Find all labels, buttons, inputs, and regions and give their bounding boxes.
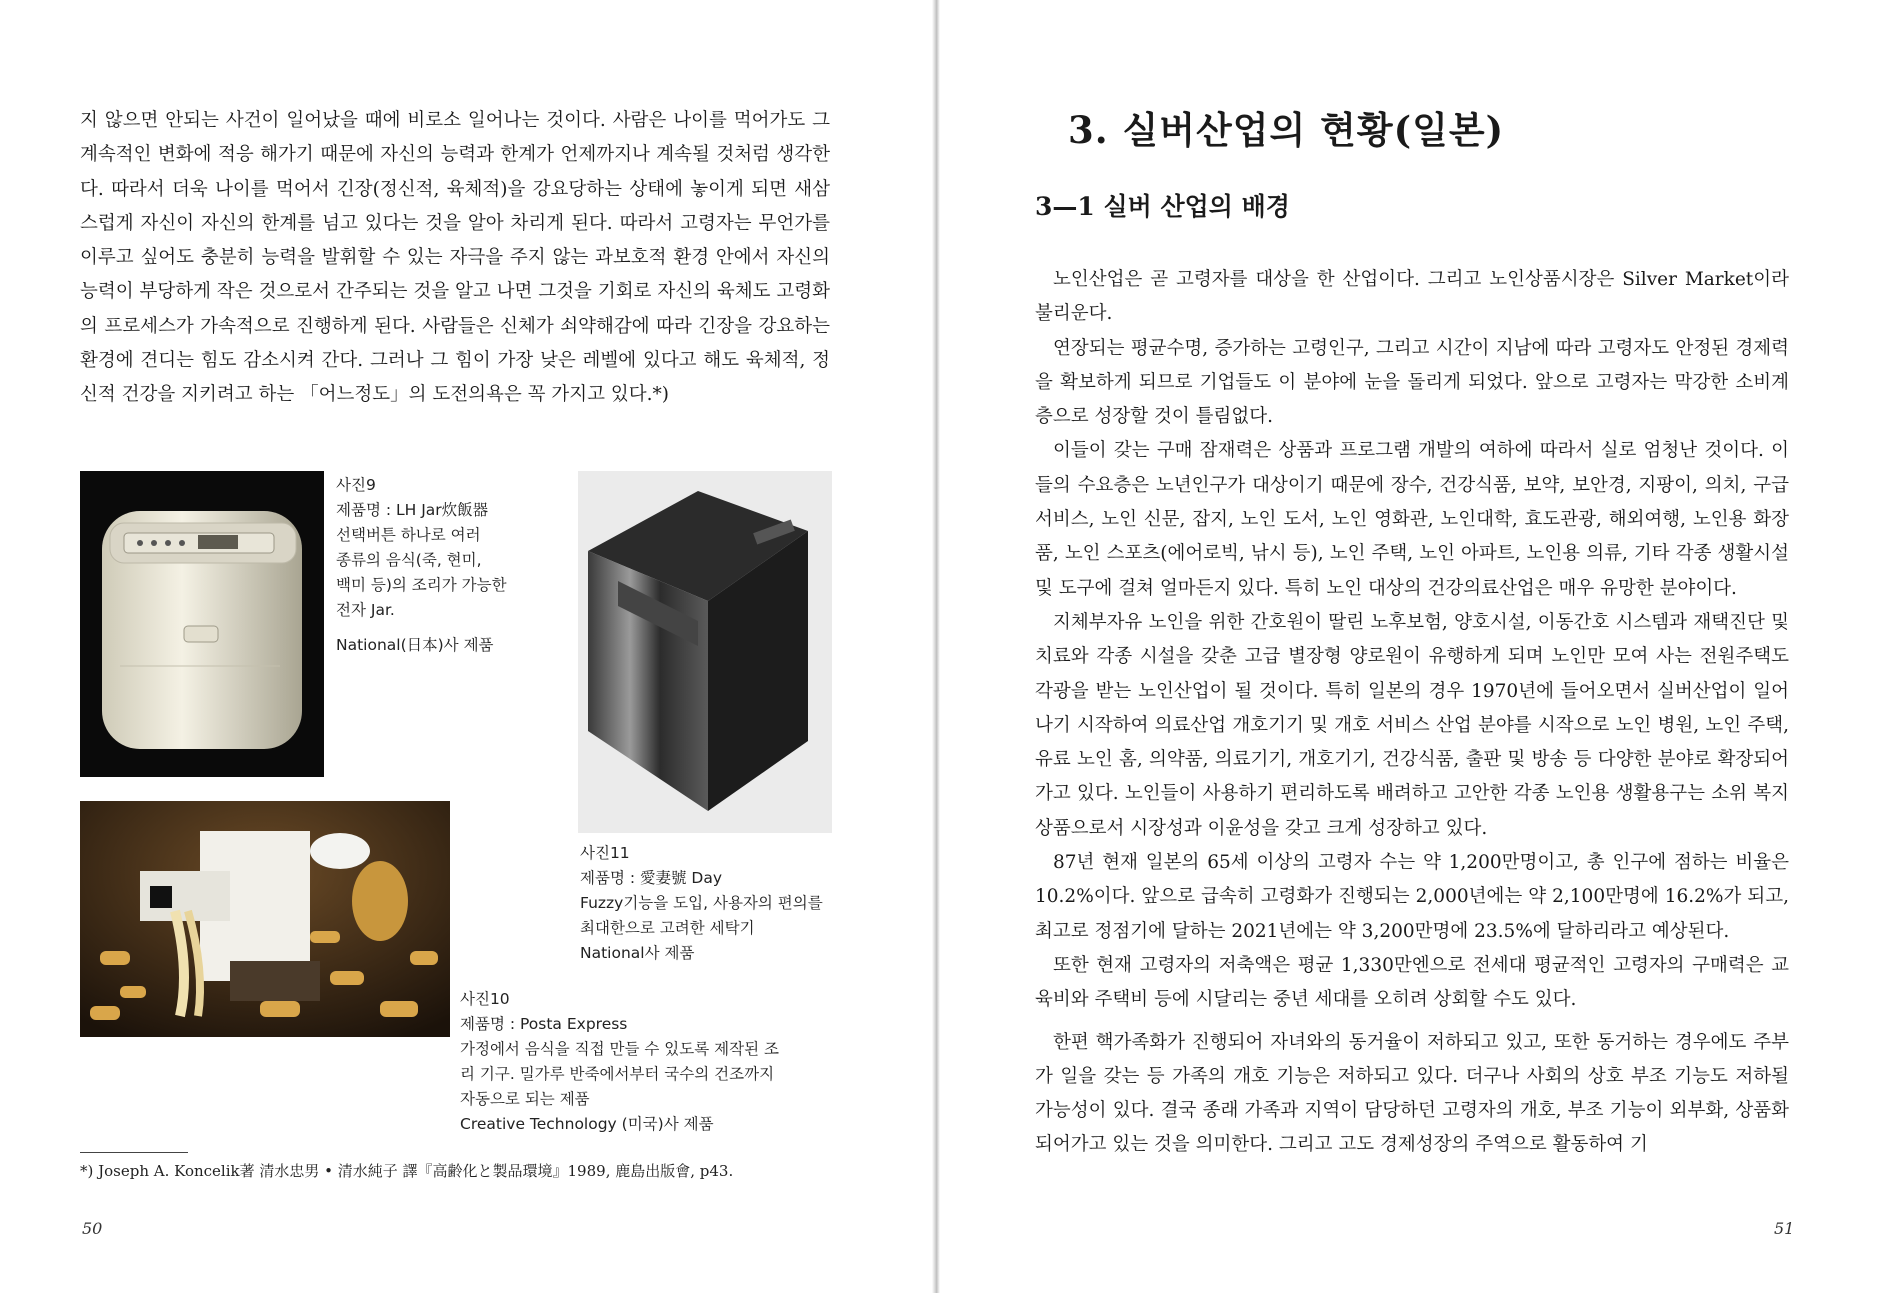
footnote: *) Joseph A. Koncelik著 清水忠男 • 清水純子 譯『高齢化と製品環境』1989, 鹿島出版會, p43. xyxy=(80,1162,734,1180)
photo10-line: Creative Technology (미국)사 제품 xyxy=(460,1115,714,1133)
photo11-caption xyxy=(580,841,823,966)
photo-rice-cooker xyxy=(80,471,324,777)
photo11-line: National사 제품 xyxy=(580,944,695,962)
photo11-line: Fuzzy기능을 도입, 사용자의 편의를 xyxy=(580,894,823,912)
photo9-line: 제품명 : LH Jar炊飯器 xyxy=(336,501,489,519)
left-body-text xyxy=(80,104,830,413)
right-paragraph: 이들이 갖는 구매 잠재력은 상품과 프로그램 개발의 여하에 따라서 실로 엄청난 것이다. 이들의 수요층은 노년인구가 대상이기 때문에 장수, 건강식품, 보약, 보안경, 지팡이, 의치, 구급 서비스, 노인 신문, 잡지, 노인 도서, 노인 영화관, 노인대학, 효도관광, 해외여행, 노인용 화장품, 노인 스포츠(에어로빅, 낚시 등), 노인 주택, 노인 아파트, 노인용 의류, 기타 각종 생활시설 및 도구에 걸쳐 얼마든지 있다. 특히 노인 대상의 건강의료산업은 매우 유망한 분야이다. xyxy=(1035,440,1789,599)
photo9-line: 선택버튼 하나로 여러 xyxy=(336,526,481,544)
photo9-maker: National(日本)사 제품 xyxy=(336,636,494,654)
right-paragraph: 지체부자유 노인을 위한 간호원이 딸린 노후보험, 양호시설, 이동간호 시스템과 재택진단 및 치료와 각종 시설을 갖춘 고급 별장형 양로원이 유행하게 되며 노인만 모여 사는 전원주택도 각광을 받는 노인산업이 될 것이다. 특히 일본의 경우 1970년에 들어오면서 실버산업이 일어나기 시작하여 의료산업 개호기기 및 개호 서비스 산업 분야를 시작으로 노인 병원, 노인 주택, 유료 노인 홈, 의약품, 의료기기, 개호기기, 건강식품, 출판 및 방송 등 다양한 분야로 확장되어가고 있다. 노인들이 사용하기 편리하도록 배려하고 고안한 각종 노인용 생활용구는 소위 복지상품으로서 시장성과 이윤성을 갖고 크게 성장하고 있다. xyxy=(1035,611,1789,839)
right-paragraph: 87년 현재 일본의 65세 이상의 고령자 수는 약 1,200만명이고, 총 인구에 점하는 비율은 10.2%이다. 앞으로 급속히 고령화가 진행되는 2,000년에는 약 2,100만명에 16.2%가 되고, 최고로 정점기에 달하는 2021년에는 약 3,200만명에 23.5%에 달하리라고 예상된다. xyxy=(1035,852,1789,942)
photo10-line: 자동으로 되는 제품 xyxy=(460,1090,590,1108)
photo9-line: 종류의 음식(죽, 현미, xyxy=(336,551,482,569)
right-body-text xyxy=(1035,263,1789,1163)
photo9-caption xyxy=(336,473,507,658)
photo-pasta-maker xyxy=(80,801,450,1037)
photo10-title: 사진10 xyxy=(460,990,510,1008)
photo9-line: 백미 등)의 조리가 가능한 xyxy=(336,576,507,594)
photo9-line: 전자 Jar. xyxy=(336,601,395,619)
photo11-line: 최대한으로 고려한 세탁기 xyxy=(580,919,755,937)
right-paragraph: 한편 핵가족화가 진행되어 자녀와의 동거율이 저하되고 있고, 또한 동거하는 경우에도 주부가 일을 갖는 등 가족의 개호 기능은 저하되고 있다. 더구나 사회의 상호 부조 기능도 저하될 가능성이 있다. 결국 종래 가족과 지역이 담당하던 고령자의 개호, 부조 기능이 외부화, 상품화되어가고 있는 것을 의미한다. 그리고 고도 경제성장의 주역으로 활동하여 기 xyxy=(1035,1031,1789,1156)
photo-washing-machine xyxy=(578,471,832,833)
right-paragraph: 또한 현재 고령자의 저축액은 평균 1,330만엔으로 전세대 평균적인 고령자의 구매력은 교육비와 주택비 등에 시달리는 중년 세대를 오히려 상회할 수도 있다. xyxy=(1035,954,1789,1011)
book-gutter xyxy=(932,0,940,1293)
right-paragraph: 노인산업은 곧 고령자를 대상을 한 산업이다. 그리고 노인상품시장은 Silver Market이라 불리운다. xyxy=(1035,269,1789,325)
section-title: 3—1 실버 산업의 배경 xyxy=(1035,192,1290,221)
page-number-right: 51 xyxy=(1774,1219,1795,1238)
left-paragraph: 지 않으면 안되는 사건이 일어났을 때에 비로소 일어나는 것이다. 사람은 나이를 먹어가도 그 계속적인 변화에 적응 해가기 때문에 자신의 능력과 한계가 언제까지나 계속될 것처럼 생각한다. 따라서 더욱 나이를 먹어서 긴장(정신적, 육체적)을 강요당하는 상태에 놓이게 되면 새삼스럽게 자신이 자신의 한계를 넘고 있다는 것을 알아 차리게 된다. 따라서 고령자는 무언가를 이루고 싶어도 충분히 능력을 발휘할 수 있는 자극을 주지 않는 과보호적 환경 안에서 자신의 능력이 부당하게 작은 것으로서 간주되는 것을 알고 나면 그것을 기회로 자신의 육체도 고령화의 프로세스가 가속적으로 진행하게 된다. 사람들은 신체가 쇠약해감에 따라 긴장을 강요하는 환경에 견디는 힘도 감소시켜 간다. 그러나 그 힘이 가장 낮은 레벨에 있다고 해도 육체적, 정신적 건강을 지키려고 하는 「어느정도」의 도전의욕은 꼭 가지고 있다.*) xyxy=(80,110,830,406)
photo10-line: 리 기구. 밀가루 반죽에서부터 국수의 건조까지 xyxy=(460,1065,775,1083)
photo10-caption xyxy=(460,987,779,1137)
chapter-title: 3. 실버산업의 현황(일본) xyxy=(1068,108,1505,152)
photo11-line: 제품명 : 愛妻號 Day xyxy=(580,869,723,887)
footnote-rule xyxy=(80,1152,188,1153)
photo10-line: 가정에서 음식을 직접 만들 수 있도록 제작된 조 xyxy=(460,1040,779,1058)
photo10-line: 제품명 : Posta Express xyxy=(460,1015,628,1033)
right-paragraph: 연장되는 평균수명, 증가하는 고령인구, 그리고 시간이 지남에 따라 고령자도 안정된 경제력을 확보하게 되므로 기업들도 이 분야에 눈을 돌리게 되었다. 앞으로 고령자는 막강한 소비계층으로 성장할 것이 틀림없다. xyxy=(1035,337,1789,428)
photo9-title: 사진9 xyxy=(336,476,376,494)
photo11-title: 사진11 xyxy=(580,844,630,862)
page-number-left: 50 xyxy=(82,1219,103,1238)
